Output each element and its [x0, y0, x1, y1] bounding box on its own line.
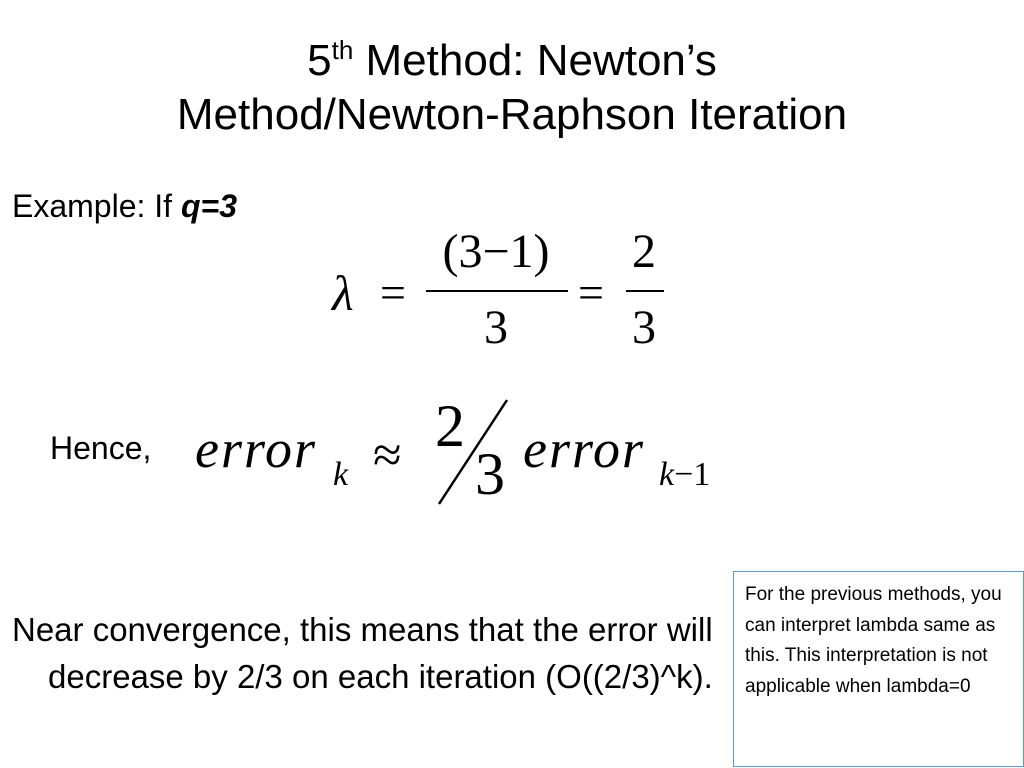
error-term-2: error [523, 419, 646, 479]
example-prefix: Example: If [12, 188, 181, 224]
fraction2-denominator: 3 [632, 301, 656, 354]
coefficient-numerator: 2 [435, 393, 465, 459]
coefficient-denominator: 3 [475, 441, 505, 507]
lambda-equation [330, 222, 670, 362]
fraction2-numerator: 2 [632, 225, 656, 278]
equals-sign-2: = [578, 267, 604, 318]
title-line1-rest: Method: Newton’s [353, 36, 717, 85]
slide-title [0, 34, 1024, 142]
fraction1-numerator: (3−1) [442, 225, 550, 278]
callout-box: For the previous methods, you can interpret lambda same as this. This interpretation is not applicable when lambda=0 [733, 571, 1024, 767]
example-condition: q=3 [180, 188, 237, 224]
subscript-offset: −1 [674, 456, 711, 493]
hence-label: Hence, [50, 430, 152, 466]
error-term-2-subscript [659, 456, 710, 494]
subscript-variable: k [659, 456, 675, 493]
title-line2: Method/Newton-Raphson Iteration [176, 90, 848, 139]
example-line [12, 186, 237, 226]
equals-sign-1: = [380, 267, 406, 318]
fraction1-denominator: 3 [484, 301, 508, 354]
conclusion-text: Near convergence, this means that the error will decrease by 2/3 on each iteration (O((2/3)^k). [12, 611, 713, 695]
fraction2-bar [626, 290, 664, 292]
error-equation [195, 393, 755, 518]
error-term-1-subscript: k [333, 456, 349, 493]
fraction1-bar [426, 290, 568, 292]
title-superscript: th [331, 35, 354, 65]
error-term-1: error [195, 419, 318, 479]
approx-symbol: ≈ [373, 427, 402, 484]
lambda-symbol: λ [332, 265, 354, 321]
title-number: 5 [307, 36, 332, 85]
